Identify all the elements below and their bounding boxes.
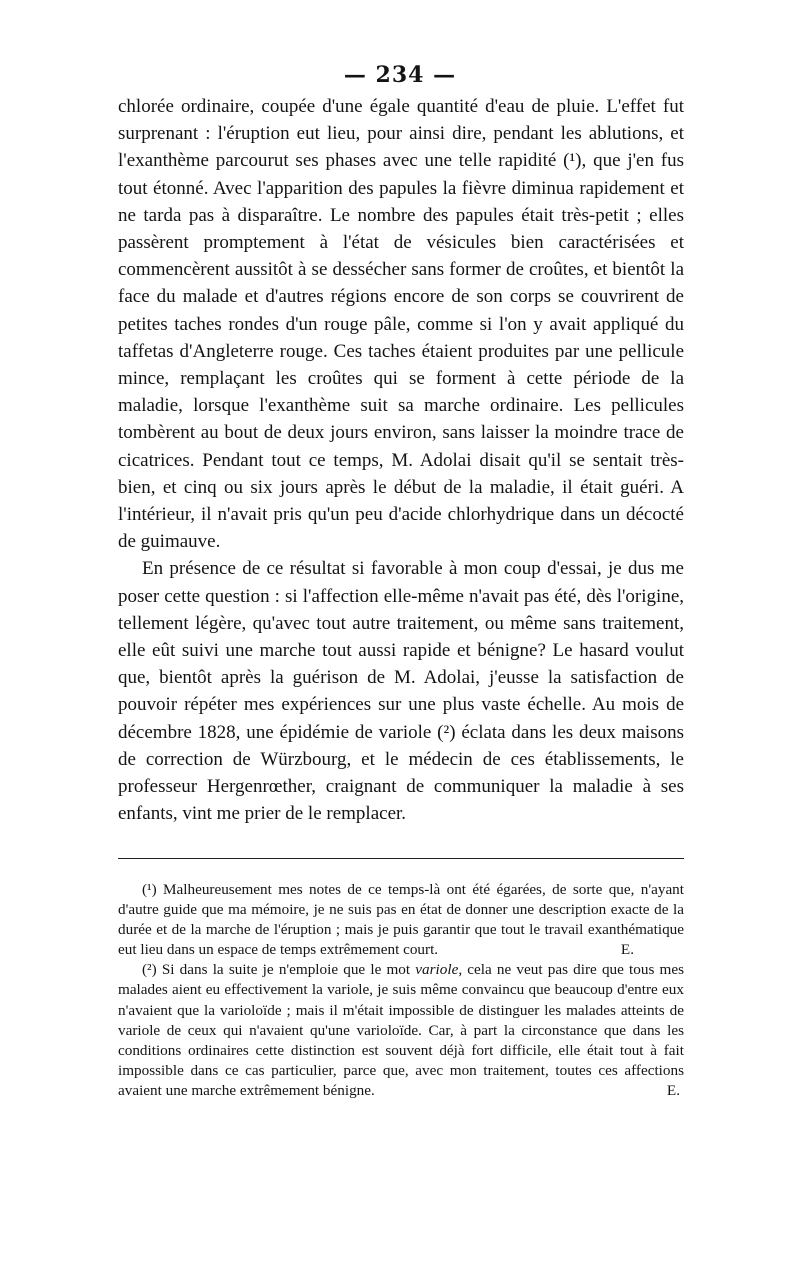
- footnote-1-text: (¹) Malheureusement mes notes de ce temps-là ont été égarées, de sorte que, n'ayant d'autre guide que ma mémoire, je ne suis pas en état de donner une description exacte de la durée et de la marche de l'éruption ; mais je puis garantir que tout le travail exanthématique eut lieu dans un espace de temps extrêmement court.: [118, 881, 684, 959]
- footnote-1-signature: E.: [620, 941, 634, 959]
- footnote-2-italic-word: variole: [415, 961, 459, 979]
- footnote-2-text-before: (²) Si dans la suite je n'emploie que le mot: [142, 961, 416, 979]
- paragraph-continued: chlorée ordinaire, coupée d'une égale quantité d'eau de pluie. L'effet fut surprenant : l'éruption eut lieu, pour ainsi dire, pendant les ablutions, et l'exanthème parcourut ses phases avec une telle rapidité (¹), que j'en fus tout étonné. Avec l'apparition des papules la fièvre diminua rapidement et ne tarda pas à disparaître. Le nombre des papules était très-petit ; elles passèrent promptement à l'état de vésicules bien caractérisées et commencèrent aussitôt à se dessécher sans former de croûtes, et bientôt la face du malade et d'autres régions encore de son corps se couvrirent de petites taches rondes d'un rouge pâle, comme si l'on y avait appliqué du taffetas d'Angleterre rouge. Ces taches étaient produites par une pellicule mince, remplaçant les croûtes qui se forment à cette période de la maladie, lorsque l'exanthème suit sa marche ordinaire. Les pellicules tombèrent au bout de deux jours environ, sans laisser la moindre trace de cicatrices. Pendant tout ce temps, M. Adolai disait qu'il se sentait très-bien, et cinq ou six jours après le début de la maladie, il était guéri. A l'intérieur, il n'avait pris qu'un peu d'acide chlorhydrique dans un décocté de guimauve.: [118, 96, 684, 553]
- paragraph-en-presence: En présence de ce résultat si favorable à mon coup d'essai, je dus me poser cette question : si l'affection elle-même n'avait pas été, dès l'origine, tellement légère, qu'avec tout autre traitement, ou même sans traitement, elle eût suivi une marche tout aussi rapide et bénigne? Le hasard voulut que, bientôt après la guérison de M. Adolai, j'eusse la satisfaction de pouvoir répéter mes expériences sur une plus vaste échelle. Au mois de décembre 1828, une épidémie de variole (²) éclata dans les deux maisons de correction de Würzbourg, et le médecin de ces établissements, le professeur Hergenrœther, craignant de communiquer la maladie à ses enfants, vint me prier de le remplacer.: [118, 558, 684, 825]
- footnote-2: [118, 960, 684, 1101]
- footnote-2-signature: E.: [666, 1081, 680, 1099]
- footnote-1: [118, 880, 684, 960]
- footnote-2-text-after: , cela ne veut pas dire que tous mes malades aient eu effectivement la variole, je suis même convaincu que beaucoup d'entre eux n'avaient que la varioloïde ; mais il m'était impossible de distinguer les malades atteints de variole de ceux qui n'avaient qu'une varioloïde. Car, à part la circonstance que dans les conditions ordinaires cette distinction est souvent déjà fort difficile, elle était tout à fait impossible dans ce cas particulier, parce que, avec mon traitement, toutes ces affections avaient une marche extrêmement bénigne.: [118, 961, 685, 1099]
- footnotes: [118, 880, 684, 1101]
- main-text: [118, 93, 684, 827]
- page-number: — 234 —: [343, 62, 457, 88]
- footnote-separator: [118, 858, 684, 859]
